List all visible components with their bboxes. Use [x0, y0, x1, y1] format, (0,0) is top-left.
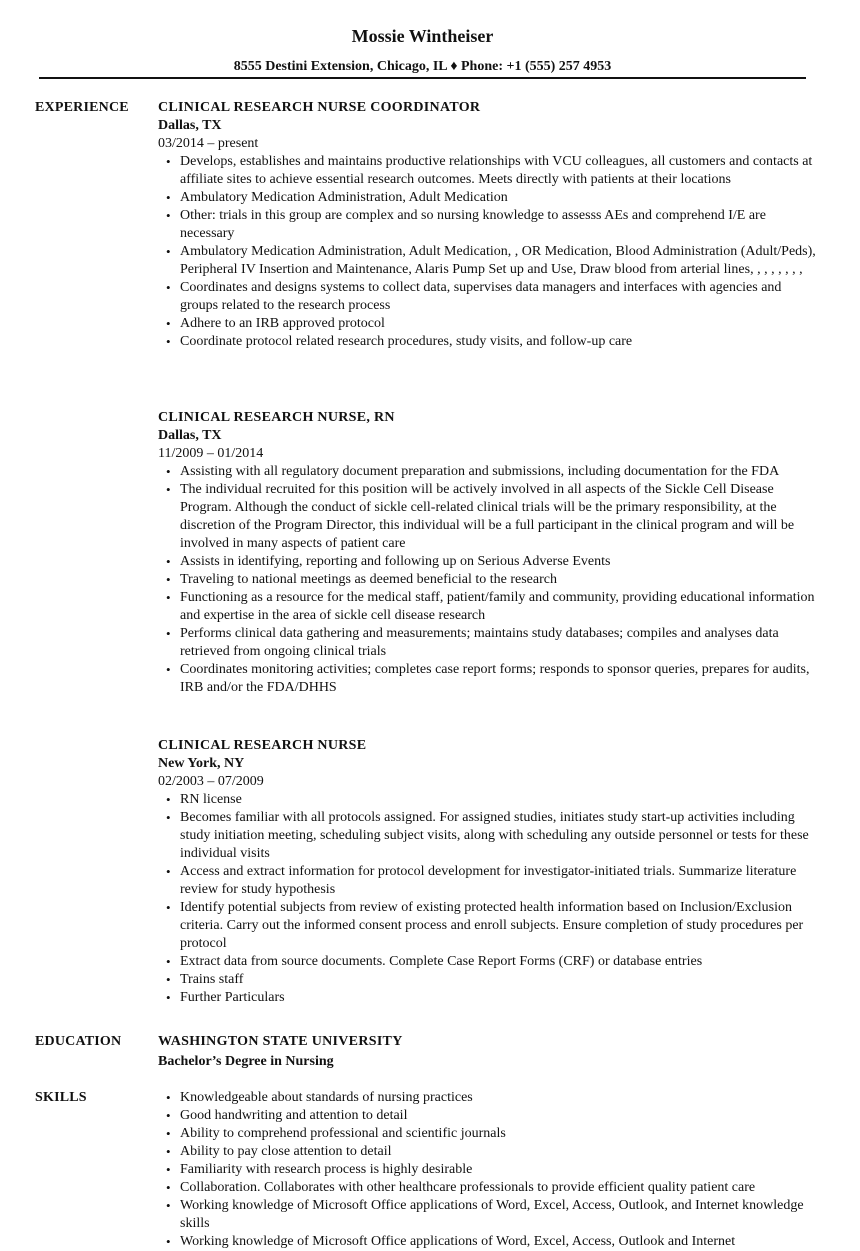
skill-item: • Collaboration. Collaborates with other healthcare professionals to provide efficient quality patient care [158, 1179, 818, 1197]
bullet-item: • Other: trials in this group are complex and so nursing knowledge to assesss AEs and comprehend I/E are necessary [158, 207, 818, 243]
bullet-item: • Traveling to national meetings as deemed beneficial to the research [158, 571, 818, 589]
bullet-item: • Becomes familiar with all protocols assigned. For assigned studies, initiates study start-up activities including study initiation meeting, scheduling subject visits, along with scheduling any outside personnel or tests for these individual visits [158, 809, 818, 863]
bullet-item: • Ambulatory Medication Administration, Adult Medication, , OR Medication, Blood Administration (Adult/Peds), Peripheral IV Insertion and Maintenance, Alaris Pump Set up and Use, Draw blood from arterial lines, , , , , , , , [158, 243, 818, 279]
job-bullets [158, 153, 818, 351]
job-entry [158, 409, 818, 697]
bullet-item: • Extract data from source documents. Complete Case Report Forms (CRF) or database entries [158, 953, 818, 971]
experience-heading: EXPERIENCE [35, 100, 129, 115]
bullet-item: • Trains staff [158, 971, 818, 989]
bullet-item: • Adhere to an IRB approved protocol [158, 315, 818, 333]
job-bullets [158, 791, 818, 1007]
job-dates: 11/2009 – 01/2014 [158, 446, 264, 461]
skill-item: • Working knowledge of Microsoft Office applications of Word, Excel, Access, Outlook, and Internet knowledge skills [158, 1197, 818, 1233]
job-dates: 03/2014 – present [158, 136, 259, 151]
bullet-item: • The individual recruited for this position will be actively involved in all aspects of the Sickle Cell Disease Program. Although the conduct of sickle cell-related clinical trials will be the primary responsibility, at the discretion of the Program Director, this individual will be a full participant in the clinical program and will be involved in many aspects of patient care [158, 481, 818, 553]
job-title: CLINICAL RESEARCH NURSE COORDINATOR [158, 100, 481, 115]
bullet-item: • Coordinates and designs systems to collect data, supervises data managers and interfaces with agencies and groups related to the research process [158, 279, 818, 315]
skill-item: • Working knowledge of Microsoft Office applications of Word, Excel, Access, Outlook and Internet [158, 1233, 818, 1251]
skills-heading: SKILLS [35, 1090, 87, 1105]
skill-item: • Knowledgeable about standards of nursing practices [158, 1089, 818, 1107]
job-location: New York, NY [158, 756, 245, 771]
bullet-item: • RN license [158, 791, 818, 809]
job-title: CLINICAL RESEARCH NURSE [158, 738, 367, 753]
bullet-item: • Assists in identifying, reporting and following up on Serious Adverse Events [158, 553, 818, 571]
job-bullets [158, 463, 818, 697]
job-entry [158, 99, 818, 351]
degree: Bachelor’s Degree in Nursing [158, 1054, 334, 1069]
job-entry [158, 737, 818, 1007]
bullet-item: • Assisting with all regulatory document preparation and submissions, including documentation for the FDA [158, 463, 818, 481]
bullet-item: • Performs clinical data gathering and measurements; maintains study databases; compiles and analyses data retrieved from ongoing clinical trials [158, 625, 818, 661]
job-location: Dallas, TX [158, 118, 222, 133]
candidate-name: Mossie Wintheiser [351, 26, 494, 46]
job-dates: 02/2003 – 07/2009 [158, 774, 264, 789]
education-heading: EDUCATION [35, 1034, 122, 1049]
skill-item: • Familiarity with research process is highly desirable [158, 1161, 818, 1179]
job-title: CLINICAL RESEARCH NURSE, RN [158, 410, 395, 425]
bullet-item: • Coordinate protocol related research procedures, study visits, and follow-up care [158, 333, 818, 351]
bullet-item: • Coordinates monitoring activities; completes case report forms; responds to sponsor queries, prepares for audits, IRB and/or the FDA/DHHS [158, 661, 818, 697]
bullet-item: • Develops, establishes and maintains productive relationships with VCU colleagues, all customers and contacts at affiliate sites to achieve essential research outcomes. Meets directly with patients at their locations [158, 153, 818, 189]
bullet-item: • Functioning as a resource for the medical staff, patient/family and community, providing educational information and expertise in the area of sickle cell disease research [158, 589, 818, 625]
header-divider [39, 77, 806, 79]
school-name: WASHINGTON STATE UNIVERSITY [158, 1034, 403, 1049]
education-entry [158, 1033, 818, 1071]
contact-line: 8555 Destini Extension, Chicago, IL ♦ Phone: +1 (555) 257 4953 [233, 59, 612, 74]
skill-item: • Good handwriting and attention to detail [158, 1107, 818, 1125]
bullet-item: • Identify potential subjects from review of existing protected health information based on Inclusion/Exclusion criteria. Carry out the informed consent process and enroll subjects. Ensure completion of study procedures per protocol [158, 899, 818, 953]
bullet-item: • Access and extract information for protocol development for investigator-initiated trials. Summarize literature review for study hypothesis [158, 863, 818, 899]
skills-bullets [158, 1089, 818, 1251]
skills-list [158, 1089, 818, 1251]
skill-item: • Ability to pay close attention to detail [158, 1143, 818, 1161]
skill-item: • Ability to comprehend professional and scientific journals [158, 1125, 818, 1143]
bullet-item: • Ambulatory Medication Administration, Adult Medication [158, 189, 818, 207]
job-location: Dallas, TX [158, 428, 222, 443]
bullet-item: • Further Particulars [158, 989, 818, 1007]
